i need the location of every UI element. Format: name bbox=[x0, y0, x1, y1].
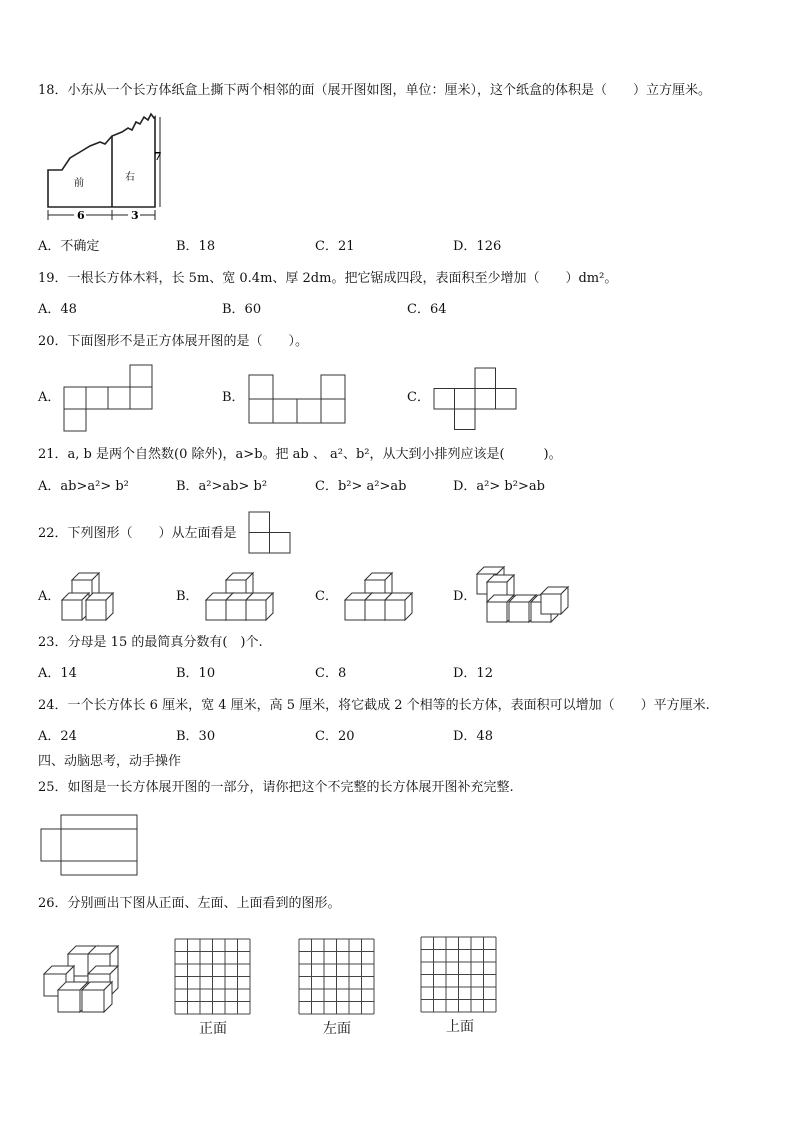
q22-option-a: A． bbox=[38, 589, 61, 604]
dim-width-1: 6 bbox=[77, 209, 85, 222]
dim-width-2: 3 bbox=[131, 209, 139, 222]
q19-text: 19．一根长方体木料，长 5m、宽 0.4m、厚 2dm。把它锯成四段，表面积至少增加（ ）dm²。 bbox=[38, 271, 618, 286]
q19-option-c: C．64 bbox=[407, 302, 447, 317]
q23-option-d: D．12 bbox=[453, 666, 493, 681]
q19-option-b: B．60 bbox=[222, 302, 262, 317]
cube bbox=[82, 982, 112, 1012]
q22-text: 22．下列图形（ ）从左面看是 bbox=[38, 526, 237, 541]
section-heading: 四、动脑思考，动手操作 bbox=[38, 754, 182, 769]
q25-partial-net bbox=[41, 815, 139, 877]
q21-option-b: B．a²>ab> b² bbox=[176, 479, 268, 494]
q20-option-a: A． bbox=[38, 390, 61, 405]
cube bbox=[246, 593, 273, 620]
q23-option-b: B．10 bbox=[176, 666, 216, 681]
q22-cubes-c bbox=[345, 572, 417, 624]
q21-option-c: C．b²> a²>ab bbox=[315, 479, 407, 494]
q26-grid-front bbox=[175, 939, 251, 1015]
cube bbox=[385, 593, 412, 620]
q20-option-c: C． bbox=[407, 390, 430, 405]
q22-cubes-d bbox=[475, 566, 571, 626]
q22-left-view-figure bbox=[249, 512, 291, 554]
q18-option-b: B．18 bbox=[176, 239, 216, 254]
q20-text: 20．下面图形不是正方体展开图的是（ ）。 bbox=[38, 334, 309, 349]
q22-cubes-b bbox=[206, 572, 278, 624]
q24-option-b: B．30 bbox=[176, 729, 216, 744]
q22-option-c: C． bbox=[315, 589, 338, 604]
q21-option-a: A．ab>a²> b² bbox=[38, 479, 129, 494]
cube bbox=[86, 593, 113, 620]
q26-label-front: 正面 bbox=[199, 1021, 227, 1037]
q21-text: 21．a, b 是两个自然数(0 除外)，a>b。把 ab 、 a²、b²，从大到小排列应该是( )。 bbox=[38, 447, 562, 462]
front-face-label: 前 bbox=[74, 178, 84, 189]
q26-cube-figure bbox=[44, 940, 144, 1015]
q22-option-d: D． bbox=[453, 589, 477, 604]
q26-label-left: 左面 bbox=[323, 1021, 351, 1037]
q18-text: 18．小东从一个长方体纸盒上撕下两个相邻的面（展开图如图，单位：厘米），这个纸盒的体积是（ ）立方厘米。 bbox=[38, 83, 712, 98]
dim-height: 7 bbox=[154, 150, 162, 163]
q26-grid-left bbox=[299, 939, 375, 1015]
right-face-label: 右 bbox=[125, 172, 135, 183]
q19-option-a: A．48 bbox=[38, 302, 77, 317]
q24-option-a: A．24 bbox=[38, 729, 77, 744]
q24-option-d: D．48 bbox=[453, 729, 493, 744]
q21-option-d: D．a²> b²>ab bbox=[453, 479, 545, 494]
q23-text: 23．分母是 15 的最简真分数有( )个. bbox=[38, 635, 263, 650]
q26-grid-top bbox=[421, 937, 497, 1013]
q26-text: 26．分别画出下图从正面、左面、上面看到的图形。 bbox=[38, 896, 341, 911]
q18-option-d: D．126 bbox=[453, 239, 502, 254]
q18-net-figure bbox=[40, 112, 170, 222]
q18-option-c: C．21 bbox=[315, 239, 355, 254]
q24-text: 24．一个长方体长 6 厘米，宽 4 厘米，高 5 厘米，将它截成 2 个相等的长方体，表面积可以增加（ ）平方厘米. bbox=[38, 698, 710, 713]
cube bbox=[62, 593, 89, 620]
q24-option-c: C．20 bbox=[315, 729, 355, 744]
q18-option-a: A．不确定 bbox=[38, 239, 100, 254]
q22-option-b: B． bbox=[176, 589, 199, 604]
q22-cubes-a bbox=[62, 566, 122, 626]
q25-text: 25．如图是一长方体展开图的一部分，请你把这个不完整的长方体展开图补充完整. bbox=[38, 780, 514, 795]
cube bbox=[541, 587, 568, 614]
q20-net-a bbox=[64, 365, 156, 431]
q23-option-a: A．14 bbox=[38, 666, 77, 681]
q20-option-b: B． bbox=[222, 390, 245, 405]
q26-label-top: 上面 bbox=[446, 1019, 474, 1035]
q20-net-c bbox=[434, 368, 518, 430]
q23-option-c: C．8 bbox=[315, 666, 347, 681]
q20-net-b bbox=[249, 375, 347, 423]
